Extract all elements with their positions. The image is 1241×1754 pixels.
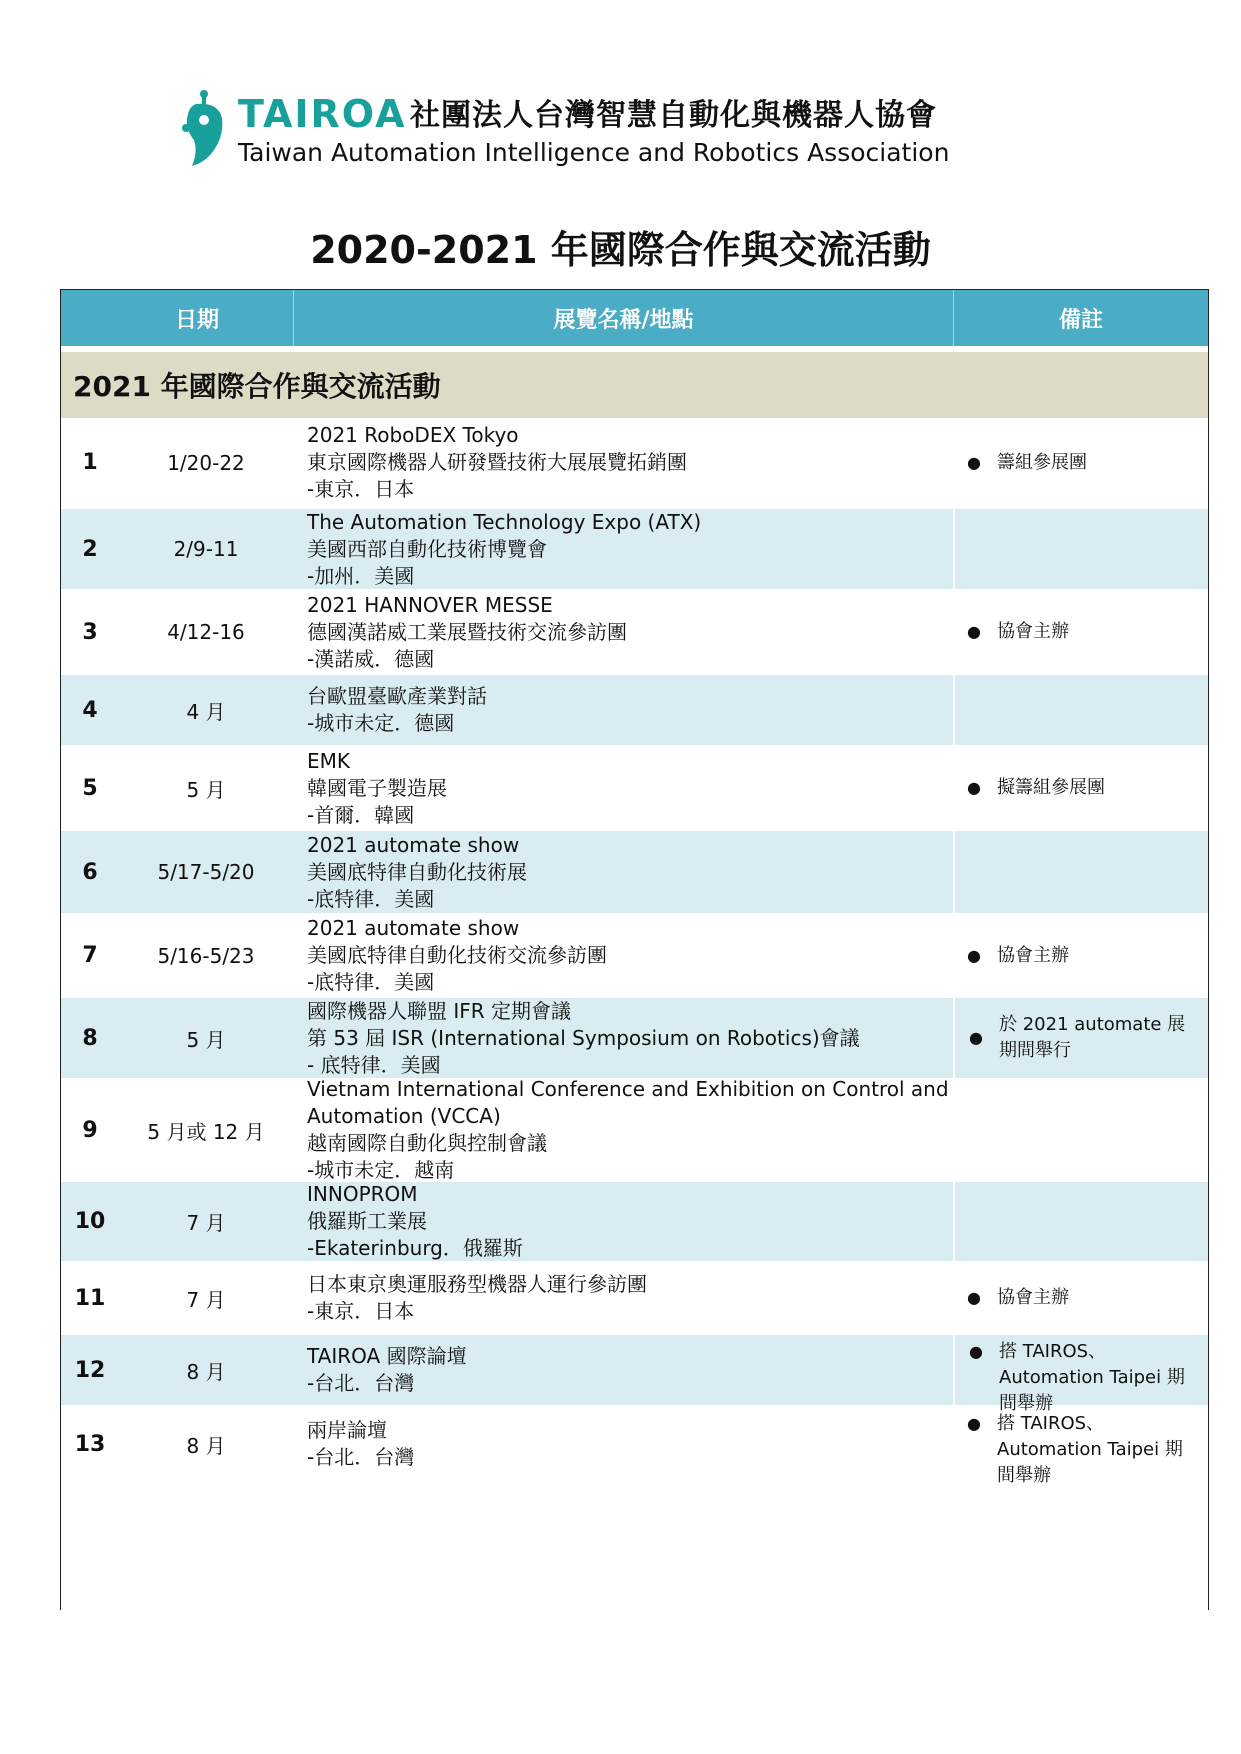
event-line: 2021 automate show [307,916,520,940]
row-note [953,747,1208,829]
row-number: 13 [74,1431,106,1457]
section-heading: 2021 年國際合作與交流活動 [61,352,1208,418]
table-header [61,290,1208,352]
event-line: -城市未定．越南 [307,1158,455,1182]
note-line: 間舉辦 [997,1465,1051,1486]
event-line: -漢諾威．德國 [307,646,435,671]
bullet-icon: ● [969,1028,983,1047]
row-number: 10 [74,1209,106,1234]
table-row [61,1182,1208,1263]
event-line: -Ekaterinburg．俄羅斯 [307,1236,523,1260]
note-line: 搭 TAIROS、 [999,1341,1107,1362]
table-row [61,1263,1208,1335]
event-line: - 底特律．美國 [307,1052,441,1077]
note-line: 期間舉行 [999,1040,1071,1061]
row-event-name [293,422,953,503]
event-line: -東京．日本 [307,477,415,501]
event-line: 韓國電子製造展 [307,775,447,800]
document-title: 2020-2021 年國際合作與交流活動 [310,228,931,272]
event-line: 2021 HANNOVER MESSE [307,592,553,617]
event-line: Automation (VCCA) [307,1104,501,1128]
event-line: 越南國際自動化與控制會議 [307,1131,547,1155]
row-event-name [293,592,953,673]
row-event-name [293,509,953,590]
table-row [61,998,1208,1080]
event-line: -加州．美國 [307,563,415,588]
table-row [61,509,1208,591]
bullet-icon: ● [969,1342,983,1361]
row-number: 11 [74,1285,106,1311]
org-name-chinese: 社團法人台灣智慧自動化與機器人協會 [410,98,937,133]
bullet-icon: ● [967,622,981,641]
row-note [953,675,1208,745]
event-line: The Automation Technology Expo (ATX) [307,509,702,534]
row-date: 5 月 [186,1027,226,1052]
note-line: 搭 TAIROS、 [997,1413,1105,1434]
row-event-name [293,998,953,1079]
bullet-icon: ● [967,1414,981,1433]
note-line: 協會主辦 [997,1287,1069,1308]
row-event-name [293,1271,953,1325]
event-line: -首爾．韓國 [307,802,415,827]
row-number: 5 [82,775,98,801]
table-row [61,675,1208,747]
events-table [60,289,1209,1610]
event-line: -底特律．美國 [307,886,435,911]
event-line: 美國西部自動化技術博覽會 [307,536,547,561]
org-name-english: Taiwan Automation Intelligence and Robotics Association [238,138,950,167]
event-line: 2021 RoboDEX Tokyo [307,423,519,447]
note-line: 於 2021 automate 展 [999,1014,1186,1035]
row-event-name [293,748,953,829]
row-date: 7 月 [186,1287,226,1312]
row-note [953,418,1208,507]
event-line: 2021 automate show [307,832,520,857]
table-row [61,747,1208,831]
column-header-note: 備註 [953,290,1208,346]
note-line: 擬籌組參展團 [997,777,1105,798]
table-body [61,418,1208,1486]
row-date: 4 月 [186,699,226,724]
row-date: 7 月 [186,1211,226,1235]
event-line: Vietnam International Conference and Exhibition on Control and [307,1077,949,1101]
event-line: 日本東京奧運服務型機器人運行參訪團 [307,1272,647,1296]
row-date: 2/9-11 [173,537,239,561]
row-number: 3 [82,619,98,645]
row-event-name [293,832,953,913]
row-note [953,915,1208,996]
row-number: 7 [82,943,98,968]
event-line: TAIROA 國際論壇 [307,1344,467,1368]
row-note [953,831,1208,913]
taiwan-robot-icon [178,88,230,168]
event-line: INNOPROM [307,1182,418,1206]
row-number: 9 [82,1117,98,1143]
row-number: 4 [82,697,98,723]
column-header-date: 日期 [174,307,219,333]
event-line: -底特律．美國 [307,970,435,994]
event-line: 東京國際機器人研發暨技術大展展覽拓銷團 [307,450,687,474]
event-line: -台北．台灣 [307,1371,415,1395]
bullet-icon: ● [967,1288,981,1307]
event-line: -東京．日本 [307,1299,415,1323]
event-line: 德國漢諾威工業展暨技術交流參訪團 [307,619,627,644]
event-line: 俄羅斯工業展 [307,1209,427,1233]
row-number: 6 [82,859,98,885]
note-line: Automation Taipei 期 [997,1439,1183,1460]
row-note [953,591,1208,673]
row-number: 1 [82,450,98,475]
row-date: 5/16-5/23 [157,943,255,968]
row-note [953,509,1208,589]
row-event-name [293,1343,953,1397]
table-row [61,915,1208,998]
table-row [61,831,1208,915]
note-line: 協會主辦 [997,944,1069,966]
brand-name: TAIROA [238,92,407,136]
row-event-name [293,683,953,737]
header-logo [178,88,1058,173]
event-line: 第 53 屆 ISR (International Symposium on Robotics)會議 [307,1025,860,1050]
event-line: 台歐盟臺歐產業對話 [307,684,487,708]
row-date: 8 月 [186,1359,226,1384]
table-row [61,418,1208,509]
row-number: 8 [82,1025,98,1051]
row-note [953,1407,1208,1486]
row-event-name [293,1417,953,1471]
row-number: 12 [74,1357,106,1383]
bullet-icon: ● [967,452,981,472]
table-row [61,591,1208,675]
row-date: 8 月 [186,1433,226,1458]
row-date: 4/12-16 [167,620,245,644]
event-line: -城市未定．德國 [307,711,455,735]
row-date: 1/20-22 [167,450,245,475]
event-line: 美國底特律自動化技術交流參訪團 [307,943,607,967]
event-line: -台北．台灣 [307,1445,415,1469]
row-date: 5 月 [186,777,226,802]
row-note [953,1080,1208,1180]
row-note [953,1182,1208,1261]
table-row [61,1407,1208,1486]
event-line: 兩岸論壇 [307,1418,387,1442]
row-event-name [293,1076,953,1184]
row-number: 2 [82,536,98,562]
event-line: EMK [307,748,351,773]
row-note [953,998,1208,1078]
row-date: 5/17-5/20 [157,860,255,884]
bullet-icon: ● [967,778,981,797]
event-line: 國際機器人聯盟 IFR 定期會議 [307,998,572,1023]
row-event-name [293,915,953,996]
row-note [953,1335,1208,1414]
note-line: 籌組參展團 [997,451,1087,473]
note-line: 間舉辦 [999,1393,1053,1414]
note-line: Automation Taipei 期 [999,1367,1185,1388]
row-date: 5 月或 12 月 [147,1119,265,1144]
table-row [61,1335,1208,1414]
table-row [61,1077,1208,1182]
bullet-icon: ● [967,945,981,965]
event-line: 美國底特律自動化技術展 [307,859,527,884]
note-line: 協會主辦 [997,621,1069,642]
row-event-name [293,1181,953,1262]
column-header-name: 展覽名稱/地點 [293,290,953,346]
row-note [953,1263,1208,1333]
